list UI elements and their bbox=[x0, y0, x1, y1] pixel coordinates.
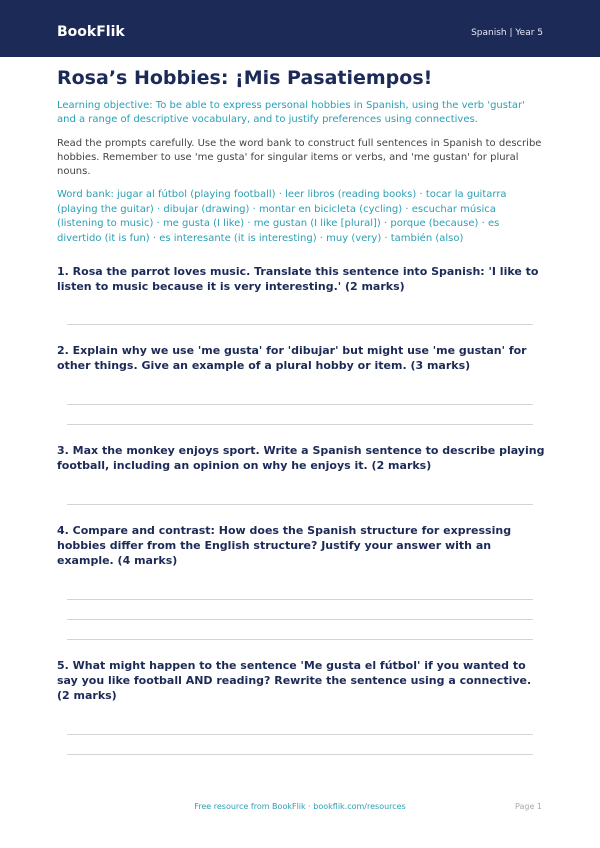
worksheet-content bbox=[57, 64, 545, 755]
answer-line[interactable] bbox=[67, 599, 533, 600]
page-title: Rosa’s Hobbies: ¡Mis Pasatiempos! bbox=[57, 67, 433, 89]
page-number: Page 1 bbox=[515, 802, 542, 811]
answer-line[interactable] bbox=[67, 404, 533, 405]
word-bank: Word bank: jugar al fútbol (playing football) · leer libros (reading books) · tocar la guitarra (playing the guitar) · dibujar (drawing) · montar en bicicleta (cycling) · escuchar música (listening to music) · me gusta (I like) · me gustan (I like [plural]) · porque (because) · es divertido (it is fun) · es interesante (it is interesting) · muy (very) · también (also) bbox=[57, 189, 507, 244]
question-2: 2. Explain why we use 'me gusta' for 'dibujar' but might use 'me gustan' for other things. Give an example of a plural hobby or item. (3 marks) bbox=[57, 344, 527, 372]
answer-line[interactable] bbox=[67, 504, 533, 505]
answer-line[interactable] bbox=[67, 424, 533, 425]
answer-line[interactable] bbox=[67, 754, 533, 755]
brand-logo: BookFlik bbox=[57, 24, 125, 40]
learning-objective: Learning objective: To be able to express personal hobbies in Spanish, using the verb 'gustar' and a range of descriptive vocabulary, and to justify preferences using connectives. bbox=[57, 100, 525, 125]
subject-label: Spanish | Year 5 bbox=[471, 28, 543, 38]
question-3: 3. Max the monkey enjoys sport. Write a Spanish sentence to describe playing football, including an opinion on why he enjoys it. (2 marks) bbox=[57, 444, 545, 472]
page-header bbox=[0, 0, 600, 57]
answer-line[interactable] bbox=[67, 734, 533, 735]
footer-link[interactable]: Free resource from BookFlik · bookflik.com/resources bbox=[194, 802, 406, 811]
question-1: 1. Rosa the parrot loves music. Translate this sentence into Spanish: 'I like to listen to music because it is very interesting.' (2 marks) bbox=[57, 265, 539, 293]
answer-line[interactable] bbox=[67, 639, 533, 640]
answer-line[interactable] bbox=[67, 619, 533, 620]
page-footer bbox=[0, 801, 600, 815]
question-4: 4. Compare and contrast: How does the Spanish structure for expressing hobbies differ from the English structure? Justify your answer with an example. (4 marks) bbox=[57, 524, 512, 567]
instructions: Read the prompts carefully. Use the word bank to construct full sentences in Spanish to describe hobbies. Remember to use 'me gusta' for singular items or verbs, and 'me gustan' for plural nouns. bbox=[57, 138, 542, 177]
question-5: 5. What might happen to the sentence 'Me gusta el fútbol' if you wanted to say you like football AND reading? Rewrite the sentence using a connective. (2 marks) bbox=[57, 659, 532, 702]
answer-line[interactable] bbox=[67, 324, 533, 325]
